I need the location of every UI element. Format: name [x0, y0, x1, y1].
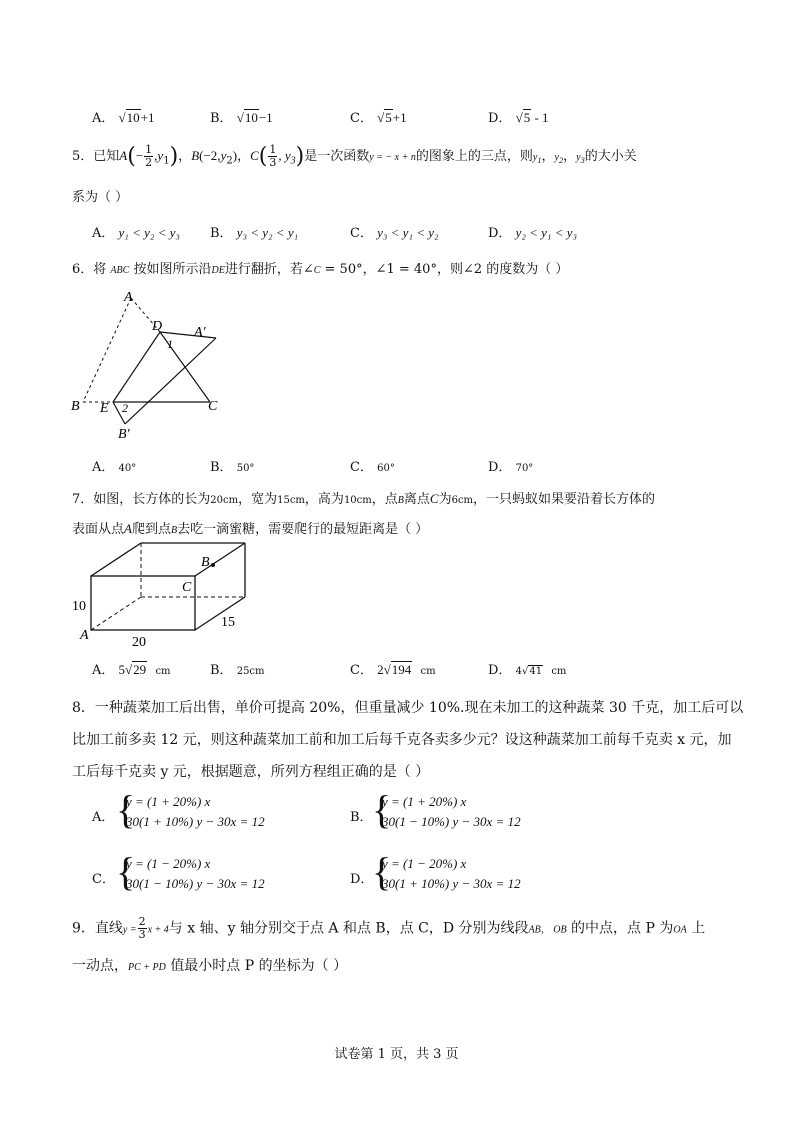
- q4-option-a: A． √10+1: [92, 110, 155, 126]
- tail: +1: [140, 110, 155, 125]
- q9-line2-b: 值最小时点 P 的坐标为（ ）: [170, 958, 348, 974]
- page-footer: 试卷第 1 页，共 3 页: [334, 1047, 459, 1062]
- option-text: y₃ < y₁ < y₂: [377, 225, 439, 240]
- q6-option-d: [488, 456, 533, 475]
- eq-row1: y = (1 + 20%) x: [382, 794, 467, 809]
- frac-num: 1: [145, 143, 153, 156]
- point-b-x: (−2,: [199, 148, 221, 163]
- point-c: C: [429, 491, 439, 506]
- option-label: C．: [350, 460, 373, 475]
- option-text: 40°: [118, 463, 137, 474]
- length: 20cm: [210, 495, 239, 506]
- q9-mid: 与 x 轴、y 轴分别交于点 A 和点 B，点 C，D 分别为线段: [168, 920, 529, 937]
- unit: cm: [155, 666, 171, 677]
- q7-text-g: ，一只蚂蚁如果要沿着长方体的: [473, 492, 656, 507]
- option-label: C．: [350, 111, 373, 126]
- radicand: 5: [523, 110, 531, 125]
- q6-stem-c: 进行翻折，若∠: [224, 262, 314, 277]
- frac-den: 3: [138, 928, 146, 941]
- label-length: 20: [132, 635, 146, 650]
- q6-option-a: [92, 456, 136, 475]
- function: y = − x + n: [369, 152, 416, 163]
- radicand: 10: [244, 110, 258, 125]
- y2: y: [220, 148, 227, 163]
- option-label: A．: [92, 460, 115, 475]
- label-b: B: [71, 399, 80, 414]
- hidden-diagonal: [91, 597, 141, 630]
- angle-c: C: [313, 265, 321, 276]
- label-e: E: [100, 401, 109, 416]
- option-text: y₃ < y₂ < y₁: [236, 225, 299, 240]
- coef: 4: [515, 666, 522, 677]
- fraction: [268, 144, 277, 169]
- option-text: 60°: [377, 463, 395, 474]
- option-label: B．: [210, 663, 233, 678]
- point-a: A: [124, 521, 132, 536]
- q7-option-b: [210, 659, 265, 678]
- q5-mid: 是一次函数: [304, 149, 370, 164]
- eq-row2: 30(1 + 10%) y − 30x = 12: [126, 814, 265, 829]
- option-text: y₂ < y₁ < y₃: [515, 225, 577, 240]
- label-d: D: [152, 319, 163, 334]
- label-a: A: [124, 290, 133, 305]
- q5-tail2: 的大小关: [584, 149, 637, 164]
- brace-icon: {: [116, 849, 136, 894]
- expression: PC + PD: [128, 962, 166, 973]
- radicand: 194: [391, 662, 412, 677]
- option-label: C．: [350, 226, 373, 241]
- label-c: C: [182, 580, 192, 595]
- q4-option-d: D． √5 - 1: [488, 110, 549, 126]
- width: 15cm: [277, 495, 305, 506]
- q9-stem-line1: [72, 916, 705, 941]
- brace-icon: {: [372, 787, 392, 832]
- point-c: C: [250, 148, 259, 163]
- label-height: 10: [72, 599, 86, 614]
- option-label: A．: [92, 663, 115, 678]
- frac-num: 2: [138, 915, 146, 928]
- q8-stem-line1: 8．一种蔬菜加工后出售，单价可提高 20%，但重量减少 10%.现在未加工的这种蔬菜 30 千克，加工后可以: [72, 700, 744, 716]
- distance: 6cm: [451, 495, 474, 506]
- option-label: B．: [210, 111, 233, 126]
- eq-row2: 30(1 − 10%) y − 30x = 12: [382, 814, 521, 829]
- q5-option-b: [210, 222, 298, 241]
- q8-option-d-label: D．: [350, 872, 374, 887]
- option-label: D．: [488, 663, 512, 678]
- q5-option-a: [92, 222, 180, 241]
- brace-icon: {: [116, 787, 136, 832]
- fraction: [144, 144, 153, 169]
- segments: AB， OB: [528, 924, 567, 936]
- q6-stem-a: 6．将: [72, 262, 107, 277]
- q7-text-e: 离点: [403, 492, 430, 507]
- eq-row1: y = (1 − 20%) x: [382, 856, 467, 871]
- option-label: D．: [488, 111, 512, 126]
- q6-option-b: [210, 456, 254, 475]
- radicand: 41: [529, 666, 543, 677]
- option-label: B．: [210, 460, 233, 475]
- triangle-name: ABC: [110, 265, 130, 276]
- label-angle-2: 2: [122, 401, 128, 415]
- tail: - 1: [531, 110, 549, 125]
- q7-option-d: D． 4√41 cm: [488, 663, 567, 678]
- q5-option-d: [488, 222, 577, 241]
- q8-stem-line2: 比加工前多卖 12 元，则这种蔬菜加工前和加工后每千克各卖多少元？设这种蔬菜加工前每千克卖 x 元，加: [72, 732, 732, 748]
- q7-text-b: ，宽为: [238, 492, 278, 507]
- option-label: A．: [92, 111, 115, 126]
- q6-option-c: [350, 456, 395, 475]
- segment-oa: OA: [673, 924, 687, 936]
- option-text: 50°: [236, 463, 255, 474]
- point-b: B: [170, 525, 178, 536]
- option-label: D．: [488, 226, 512, 241]
- frac-den: 3: [269, 156, 277, 169]
- option-text: y₁ < y₂ < y₃: [118, 225, 180, 240]
- eq-row2: 30(1 − 10%) y − 30x = 12: [126, 876, 265, 891]
- q5-tail: 的图象上的三点，则: [415, 149, 533, 164]
- q8-option-b-label: B．: [350, 810, 373, 825]
- q9-line2-a: 一动点，: [72, 958, 128, 974]
- label-b-prime: B′: [118, 427, 130, 442]
- q9-end: 上: [691, 920, 706, 937]
- unit: cm: [420, 666, 436, 677]
- q7-option-a: A． 5√29 cm: [92, 662, 171, 678]
- q6-stem: [72, 258, 568, 277]
- q9-stem-line2: [72, 955, 347, 975]
- q7-text-f: 为: [438, 492, 452, 507]
- q7-text-a: 7．如图，长方体的长为: [72, 492, 211, 507]
- unit: cm: [551, 666, 567, 677]
- option-text: 25cm: [236, 666, 265, 677]
- tail: −1: [258, 110, 273, 125]
- q5-stem-line2: 系为（ ）: [72, 190, 129, 205]
- q7-text-d: ，点: [371, 492, 398, 507]
- q6-stem-b: 按如图所示沿: [133, 262, 212, 277]
- coef: 2: [377, 662, 384, 677]
- label-angle-1: 1: [167, 337, 173, 351]
- q8-stem-line3: 工后每千克卖 y 元，根据题意，所列方程组正确的是（ ）: [72, 764, 430, 780]
- point-b-dot: [211, 563, 215, 567]
- point-a: A: [119, 148, 128, 163]
- rest: x + 4: [147, 924, 169, 936]
- q7-stem-line1: [72, 488, 655, 507]
- height: 10cm: [343, 495, 372, 506]
- q7-text-c: ，高为: [304, 492, 344, 507]
- q6-stem-d: = 50°，∠1 = 40°，则∠2 的度数为（ ）: [320, 262, 569, 277]
- label-a: A: [80, 628, 89, 643]
- q5-stem: 5．已知A(− $\frac{1}{2}$ $,y_1$)，$B(-2,y_2)$，C( $\frac{1}{3}$ , $y_3$)是一次函数y = − x + n的图象上的三点，则$y_1$，$y_2$，$y_3$的大小关: [72, 143, 637, 169]
- q8-option-a-label: A．: [92, 810, 115, 825]
- point-b: B: [191, 148, 200, 163]
- q7-text-h: 表面从点: [72, 522, 125, 537]
- frac-num: 1: [269, 143, 277, 156]
- q5-prefix: 5．已知: [72, 149, 120, 164]
- radicand: 10: [126, 110, 140, 125]
- fraction: [138, 916, 147, 941]
- q9-pre: 9．直线: [72, 920, 123, 937]
- eq-row1: y = (1 − 20%) x: [126, 856, 211, 871]
- option-label: A．: [92, 226, 115, 241]
- label-c: C: [208, 399, 218, 414]
- eq-row1: y = (1 + 20%) x: [126, 794, 211, 809]
- sub1: 1: [163, 155, 170, 167]
- edge-bottom-right: [195, 597, 245, 630]
- sub2: 2: [226, 155, 233, 167]
- eq-row2: 30(1 + 10%) y − 30x = 12: [382, 876, 521, 891]
- q5-option-c: [350, 222, 439, 241]
- fold-line: DE: [211, 265, 225, 276]
- q7-text-i: 爬到点: [131, 522, 171, 537]
- option-label: C．: [350, 663, 373, 678]
- edge-top-left: [91, 543, 141, 576]
- radicand: 29: [133, 662, 147, 677]
- option-label: B．: [210, 226, 233, 241]
- label-b: B: [201, 555, 210, 570]
- line-de: [113, 332, 160, 402]
- q7-stem-line2: [72, 518, 428, 537]
- q4-option-c: C． √5+1: [350, 110, 407, 126]
- frac-den: 2: [145, 156, 153, 169]
- point-b: B: [397, 495, 404, 506]
- q9-tail: 的中点，点 P 为: [571, 920, 674, 937]
- label-a-prime: A′: [194, 325, 206, 340]
- brace-icon: {: [372, 849, 392, 894]
- coef: 5: [118, 662, 126, 677]
- q7-cuboid-figure: [68, 540, 258, 650]
- y1: y: [157, 148, 164, 163]
- radicand: 5: [385, 110, 392, 125]
- front-face: [91, 576, 195, 630]
- q6-triangle-figure: [68, 288, 228, 448]
- tail: +1: [392, 110, 407, 125]
- option-text: 70°: [515, 463, 534, 474]
- option-label: D．: [488, 460, 512, 475]
- y-eq: y =: [122, 924, 137, 936]
- q4-option-b: B． √10−1: [210, 110, 273, 126]
- q7-option-c: C． 2√194 cm: [350, 662, 436, 678]
- q8-option-c-label: C．: [92, 872, 115, 887]
- label-width: 15: [221, 615, 235, 630]
- q7-text-j: 去吃一滴蜜糖，需要爬行的最短距离是（ ）: [177, 522, 429, 537]
